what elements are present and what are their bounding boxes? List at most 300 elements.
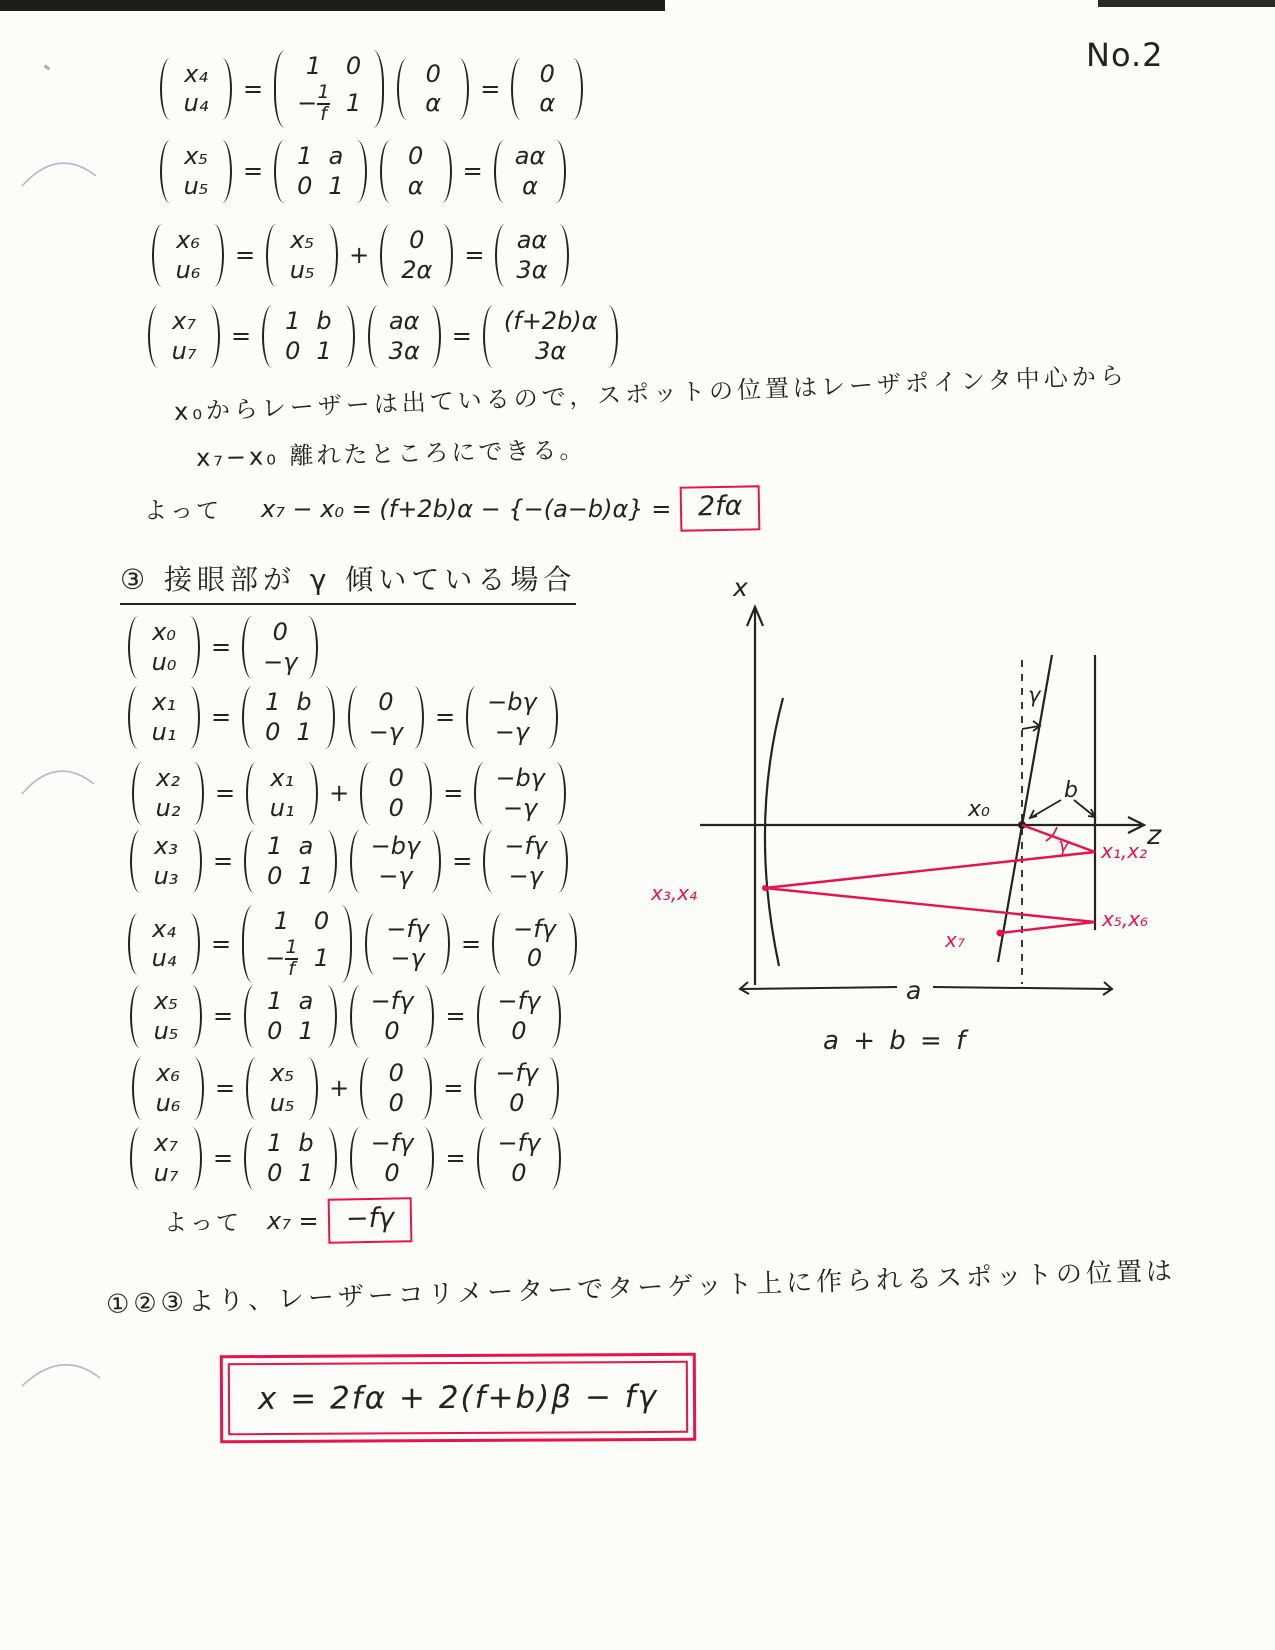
matrix-cell: 0 <box>285 336 301 365</box>
numerator: 1 <box>285 935 298 958</box>
left-paren <box>242 905 254 983</box>
matrix-cell: u₃ <box>153 861 179 890</box>
right-paren <box>340 905 352 983</box>
gamma-tilt-arrow <box>1022 721 1040 731</box>
matrix-cell: 0 <box>409 226 425 254</box>
matrix-body <box>258 1127 323 1190</box>
x12-label: x₁,x₂ <box>1101 839 1148 863</box>
column-vector <box>492 913 577 976</box>
numerator: 1 <box>317 80 330 103</box>
column-vector <box>160 140 232 203</box>
matrix-cell: x₆ <box>156 1059 180 1087</box>
matrix-cell: 0 <box>388 793 404 822</box>
right-paren <box>192 762 204 825</box>
equation-row <box>126 905 579 983</box>
left-paren <box>348 686 360 749</box>
matrix-2x2 <box>274 140 367 203</box>
boxed-result <box>327 1197 412 1243</box>
matrix-body <box>174 140 218 203</box>
matrix-body <box>382 305 427 368</box>
math-operator: = <box>211 633 232 662</box>
math-operator: = <box>462 157 483 186</box>
matrix-cell: α <box>522 171 538 200</box>
right-paren <box>188 913 200 976</box>
column-vector <box>380 224 453 287</box>
conclusion-lead: よって <box>164 1210 242 1236</box>
left-paren <box>477 1127 489 1190</box>
note-line-2: x₇−x₀ 離れたところにできる。 <box>195 435 587 472</box>
right-paren <box>220 58 232 121</box>
matrix-cell: 0 <box>511 1016 527 1045</box>
matrix-body <box>142 616 186 679</box>
matrix-cell: α <box>425 89 442 118</box>
matrix-cell: 0 <box>408 142 424 170</box>
left-paren <box>246 1057 258 1120</box>
left-paren <box>494 140 506 203</box>
column-vector <box>160 58 232 121</box>
column-vector <box>246 1057 318 1120</box>
x-axis-label: x <box>733 573 748 602</box>
minus-sign: − <box>265 944 286 973</box>
angle-gamma-label: γ <box>1058 834 1070 856</box>
left-paren <box>474 762 486 825</box>
lens-curve <box>765 698 783 966</box>
matrix-cell: −γ <box>494 717 530 746</box>
matrix-cell: 1 <box>297 142 313 170</box>
matrix-body <box>364 1127 421 1190</box>
conclusion-line-3 <box>164 1198 412 1243</box>
matrix-cell: x₇ <box>154 1129 178 1157</box>
left-paren <box>128 913 140 976</box>
right-paren <box>422 985 434 1048</box>
math-operator: = <box>213 847 234 876</box>
matrix-cell: x₃ <box>154 832 178 860</box>
matrix-cell: a <box>298 987 314 1015</box>
left-paren <box>130 830 142 893</box>
right-paren <box>546 686 558 749</box>
b-dimension-right <box>1074 800 1095 817</box>
column-vector <box>380 140 452 203</box>
column-vector <box>360 762 432 825</box>
math-operator: + <box>329 779 350 808</box>
column-vector <box>477 985 562 1048</box>
left-paren <box>132 762 144 825</box>
matrix-cell: 3α <box>388 336 420 365</box>
matrix-body <box>144 1127 188 1190</box>
margin-arc-3 <box>18 1346 108 1396</box>
column-vector <box>130 985 202 1048</box>
matrix-cell: 0 <box>265 717 281 746</box>
right-paren <box>190 985 202 1048</box>
left-paren <box>350 985 362 1048</box>
right-paren <box>549 1127 561 1190</box>
right-paren <box>438 913 450 976</box>
matrix-body <box>488 1057 545 1120</box>
right-paren <box>208 305 220 368</box>
section-3-heading: ③ 接眼部が γ 傾いている場合 <box>120 558 576 605</box>
column-vector <box>246 762 318 825</box>
matrix-cell: b <box>298 1129 314 1157</box>
right-paren <box>212 224 224 287</box>
left-paren <box>160 140 172 203</box>
math-operator: = <box>211 703 232 732</box>
right-paren <box>412 686 424 749</box>
matrix-cell: aα <box>514 142 546 170</box>
matrix-body <box>508 140 553 203</box>
matrix-body <box>488 762 552 825</box>
matrix-cell: x₁ <box>152 688 176 716</box>
matrix-cell: b <box>296 688 312 716</box>
right-paren <box>557 224 569 287</box>
left-paren <box>130 985 142 1048</box>
matrix-cell: a <box>328 142 344 170</box>
equation-row <box>146 305 620 368</box>
matrix-body <box>276 305 341 368</box>
equation-row <box>158 50 585 128</box>
right-paren <box>326 224 338 287</box>
math-operator: = <box>443 1074 464 1103</box>
matrix-cell: −γ <box>378 861 413 890</box>
boxed-result <box>680 485 761 531</box>
matrix-cell: 0 <box>345 52 362 80</box>
matrix-cell: x₁ <box>270 764 295 792</box>
matrix-cell: −fγ <box>497 1129 541 1157</box>
matrix-cell: x₀ <box>152 618 176 646</box>
left-paren <box>128 686 140 749</box>
equation-row <box>128 830 570 893</box>
left-paren <box>130 1127 142 1190</box>
x7-point <box>997 930 1004 937</box>
matrix-cell: 3α <box>535 336 567 365</box>
denominator: f <box>317 103 330 125</box>
matrix-cell: 1 <box>298 1016 314 1045</box>
right-paren <box>549 985 561 1048</box>
right-paren <box>372 50 384 128</box>
right-paren <box>606 305 618 368</box>
matrix-cell: 1 <box>267 1129 283 1157</box>
right-paren <box>306 1057 318 1120</box>
matrix-body <box>258 830 323 893</box>
matrix-body <box>142 913 186 976</box>
left-paren <box>132 1057 144 1120</box>
matrix-cell: x₅ <box>154 987 178 1015</box>
math-operator: = <box>464 241 485 270</box>
margin-arc-2 <box>16 756 106 806</box>
left-paren <box>246 762 258 825</box>
matrix-cell: −fγ <box>370 987 414 1015</box>
right-paren <box>429 830 441 893</box>
scan-artifact-top-right <box>1098 0 1275 7</box>
matrix-cell: 1 <box>265 688 281 716</box>
a-dimension-arrow <box>740 982 1112 995</box>
matrix-2x2 <box>262 305 355 368</box>
column-vector <box>152 224 224 287</box>
right-paren <box>325 1127 337 1190</box>
matrix-body <box>260 1057 304 1120</box>
left-paren <box>483 305 495 368</box>
arc-stroke <box>22 771 94 794</box>
equation-row <box>158 140 568 203</box>
math-operator: = <box>451 322 472 351</box>
matrix-cell: 0 <box>388 1059 404 1087</box>
matrix-2x2 <box>244 985 337 1048</box>
math-operator: = <box>460 929 482 958</box>
matrix-cell: 0 <box>425 59 441 88</box>
column-vector <box>348 686 424 749</box>
matrix-cell: −γ <box>368 717 403 746</box>
matrix-cell: x₄ <box>184 59 208 88</box>
left-paren <box>160 58 172 121</box>
matrix-body <box>480 686 544 749</box>
matrix-body <box>256 616 304 679</box>
column-vector <box>266 224 338 287</box>
matrix-cell: u₁ <box>269 793 295 822</box>
arc-stroke <box>22 163 96 186</box>
column-vector <box>365 913 450 976</box>
matrix-cell: x₇ <box>172 307 196 335</box>
matrix-cell: 1 <box>285 307 301 335</box>
column-vector <box>128 913 200 976</box>
ray-diagram <box>645 552 1185 1072</box>
left-paren <box>360 1057 372 1120</box>
matrix-cell: x₂ <box>156 764 180 792</box>
matrix-cell: −fγ <box>495 1059 539 1087</box>
pencil-speck <box>44 65 51 71</box>
matrix-cell: 0 <box>509 1088 525 1117</box>
right-paren <box>571 58 583 121</box>
matrix-body <box>256 905 338 983</box>
matrix-body <box>374 762 418 825</box>
matrix-cell: 1 <box>298 861 314 890</box>
column-vector <box>148 305 220 368</box>
equation-row <box>128 985 563 1048</box>
matrix-body <box>162 305 206 368</box>
right-paren <box>190 1127 202 1190</box>
matrix-cell: 0 <box>267 861 283 890</box>
matrix-cell: 1 <box>305 52 322 80</box>
left-paren <box>148 305 160 368</box>
equation-row <box>126 686 560 749</box>
matrix-body <box>258 985 323 1048</box>
matrix-cell: (f+2b)α <box>503 307 598 335</box>
matrix-body <box>142 686 186 749</box>
b-dimension-left <box>1030 800 1061 818</box>
right-paren <box>343 305 355 368</box>
matrix-cell: 0 <box>388 1088 404 1117</box>
matrix-body <box>497 830 554 893</box>
matrix-cell: u₅ <box>153 1016 179 1045</box>
matrix-cell: −fγ <box>504 832 548 860</box>
matrix-body <box>379 913 436 976</box>
right-paren <box>355 140 367 203</box>
matrix-cell: 3α <box>516 255 548 284</box>
left-paren <box>350 1127 362 1190</box>
left-paren <box>242 616 254 679</box>
matrix-cell: 0 <box>388 764 404 792</box>
z-axis-label: z <box>1147 820 1162 851</box>
column-vector <box>130 1127 202 1190</box>
matrix-cell: 0 <box>384 1158 400 1187</box>
math-operator: = <box>213 1144 234 1173</box>
column-vector <box>350 830 442 893</box>
matrix-cell: u₁ <box>151 717 177 746</box>
left-paren <box>242 686 254 749</box>
left-paren <box>244 1127 256 1190</box>
left-paren <box>368 305 380 368</box>
math-operator: = <box>443 779 464 808</box>
matrix-2x2 <box>242 905 352 983</box>
right-paren <box>554 140 566 203</box>
laser-rays <box>650 825 1148 952</box>
matrix-cell: 1 <box>296 717 312 746</box>
matrix-cell: 2α <box>401 255 433 284</box>
math-operator: = <box>215 779 236 808</box>
left-paren <box>262 305 274 368</box>
column-vector <box>511 58 583 121</box>
denominator: f <box>285 958 298 980</box>
matrix-body <box>525 58 569 121</box>
summary-intro: ①②③より、レーザーコリメーターでターゲット上に作られるスポットの位置は <box>105 1256 1177 1320</box>
left-paren <box>274 140 286 203</box>
equation-row <box>126 616 320 679</box>
right-paren <box>565 913 577 976</box>
right-paren <box>554 762 566 825</box>
right-paren <box>188 686 200 749</box>
matrix-cell: −fγ <box>513 914 556 943</box>
matrix-body <box>288 50 370 128</box>
left-paren <box>492 913 504 976</box>
matrix-cell: x₅ <box>184 142 208 170</box>
math-operator: = <box>235 241 256 270</box>
column-vector <box>466 686 558 749</box>
matrix-cell: 0 <box>297 171 313 200</box>
left-paren <box>365 913 377 976</box>
matrix-body <box>394 140 438 203</box>
matrix-cell: 1 <box>313 944 330 973</box>
matrix-cell: a <box>298 832 314 860</box>
right-paren <box>190 830 202 893</box>
matrix-cell: −γ <box>502 793 538 822</box>
matrix-cell: 0 <box>526 944 543 973</box>
left-paren <box>511 58 523 121</box>
boxed-result-value: 2fα <box>698 490 744 523</box>
margin-arc-1 <box>16 146 106 196</box>
conclusion-line-1 <box>144 486 761 531</box>
conclusion-body: x₇ − x₀ = (f+2b)α − {−(a−b)α} = <box>261 494 672 523</box>
matrix-cell: 1 <box>273 907 290 935</box>
column-vector <box>368 305 441 368</box>
column-vector <box>132 762 204 825</box>
left-paren <box>483 830 495 893</box>
matrix-body <box>144 830 188 893</box>
scan-artifact-top-left <box>0 0 665 11</box>
matrix-cell: b <box>316 307 332 335</box>
right-paren <box>323 686 335 749</box>
column-vector <box>397 58 469 121</box>
matrix-body <box>364 985 421 1048</box>
matrix-body <box>364 830 428 893</box>
matrix-cell: u₆ <box>155 1088 181 1117</box>
column-vector <box>483 830 568 893</box>
matrix-cell <box>297 80 330 125</box>
left-paren <box>380 140 392 203</box>
matrix-cell: 0 <box>267 1016 283 1045</box>
matrix-cell: 1 <box>298 1158 314 1187</box>
math-operator: = <box>445 1144 466 1173</box>
math-operator: = <box>452 847 473 876</box>
x34-point <box>762 885 768 891</box>
right-paren <box>429 305 441 368</box>
matrix-cell: x₆ <box>176 226 200 254</box>
column-vector <box>350 1127 435 1190</box>
matrix-cell: 0 <box>267 1158 283 1187</box>
math-operator: = <box>480 74 501 103</box>
matrix-cell: u₆ <box>175 255 201 284</box>
column-vector <box>130 830 202 893</box>
fraction <box>317 80 330 125</box>
right-paren <box>192 1057 204 1120</box>
matrix-cell: 0 <box>511 1158 527 1187</box>
x0-label: x₀ <box>968 797 990 822</box>
matrix-cell: −γ <box>263 647 298 676</box>
matrix-body <box>144 985 188 1048</box>
matrix-body <box>260 762 304 825</box>
matrix-2x2 <box>244 1127 337 1190</box>
b-label: b <box>1064 778 1078 803</box>
right-paren <box>420 1057 432 1120</box>
matrix-cell: u₅ <box>289 255 315 284</box>
matrix-cell: −bγ <box>495 764 545 792</box>
column-vector <box>495 224 568 287</box>
matrix-cell: x₅ <box>270 1059 295 1087</box>
equation-row <box>150 224 571 287</box>
equation-row <box>130 1057 561 1120</box>
left-paren <box>474 1057 486 1120</box>
left-paren <box>495 224 507 287</box>
matrix-body <box>146 1057 190 1120</box>
matrix-cell: x₅ <box>290 226 315 254</box>
conclusion-lead: よって <box>144 498 222 524</box>
matrix-cell: 1 <box>267 987 283 1015</box>
fraction <box>285 935 298 980</box>
math-operator: = <box>213 1002 234 1031</box>
right-paren <box>306 762 318 825</box>
matrix-body <box>506 913 563 976</box>
matrix-cell: α <box>407 171 424 200</box>
matrix-body <box>288 140 353 203</box>
matrix-cell: u₇ <box>153 1158 179 1187</box>
matrix-2x2 <box>242 686 335 749</box>
matrix-cell: u₂ <box>155 793 181 822</box>
conclusion-body: x₇ = <box>267 1206 319 1235</box>
right-paren <box>441 224 453 287</box>
matrix-cell: x₄ <box>152 914 176 943</box>
matrix-cell: 0 <box>272 618 288 646</box>
math-operator: = <box>243 157 264 186</box>
matrix-body <box>491 985 548 1048</box>
right-paren <box>457 58 469 121</box>
note-line-1: x₀からレーザーは出ているので，スポットの位置はレーザポインタ中心から <box>173 361 1129 426</box>
matrix-body <box>491 1127 548 1190</box>
right-paren <box>188 616 200 679</box>
left-paren <box>274 50 286 128</box>
final-result-equation: x = 2fα + 2(f+b)β − fγ <box>228 1361 688 1435</box>
laser-ray-path <box>765 825 1095 933</box>
matrix-cell: u₇ <box>171 336 197 365</box>
boxed-result-value: −fγ <box>345 1202 394 1235</box>
x56-label: x₅,x₆ <box>1102 907 1149 931</box>
matrix-cell: −γ <box>508 861 543 890</box>
